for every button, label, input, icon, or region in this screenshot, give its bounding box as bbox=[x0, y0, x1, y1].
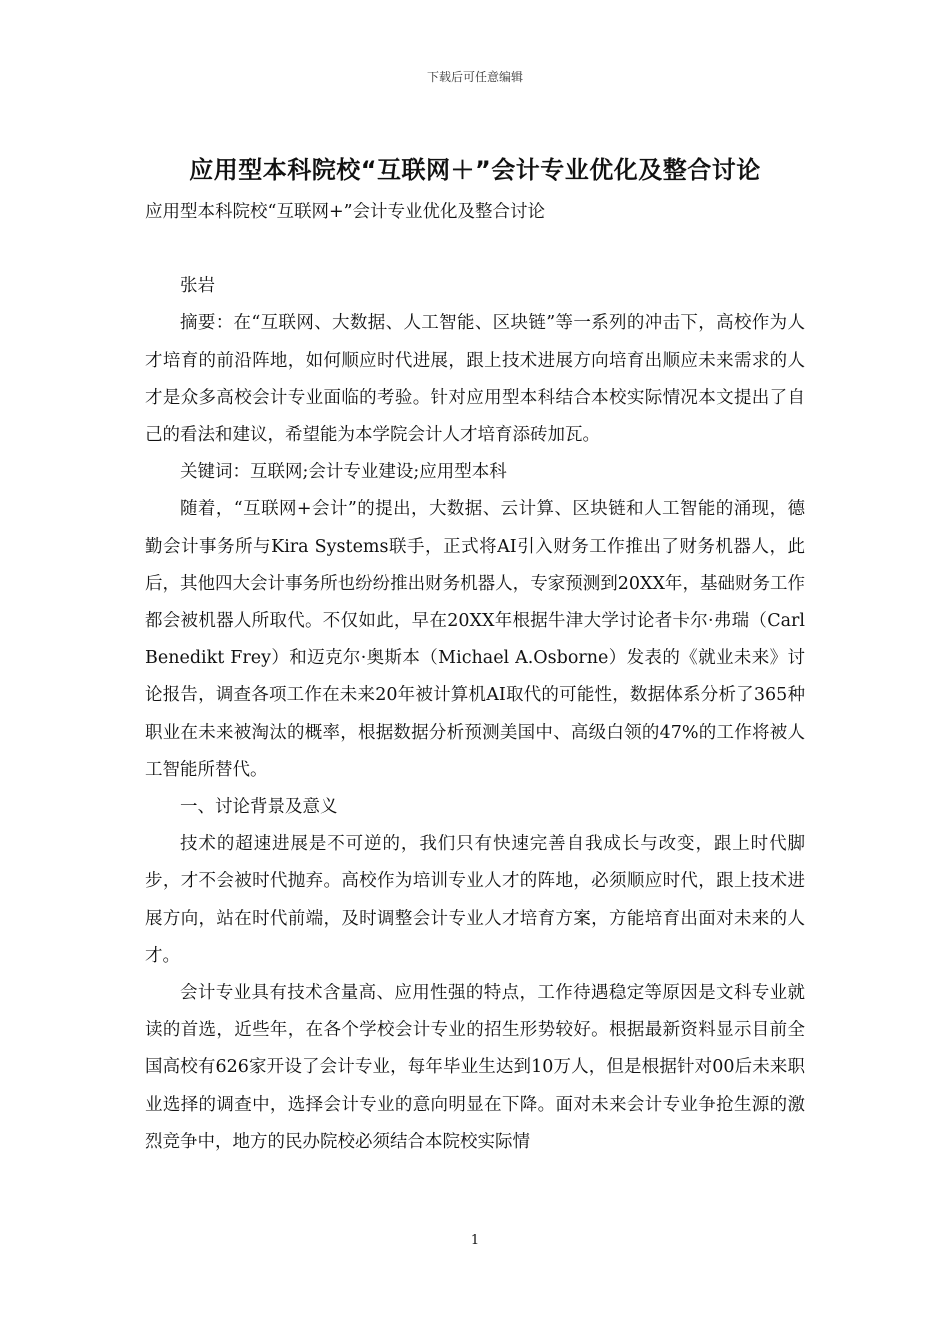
body-paragraph: 会计专业具有技术含量高、应用性强的特点，工作待遇稳定等原因是文科专业就读的首选，近些年，在各个学校会计专业的招生形势较好。根据最新资料显示目前全国高校有626家开设了会计专业，每年毕业生达到10万人，但是根据针对00后未来职业选择的调查中，选择会计专业的意向明显在下降。面对未来会计专业争抢生源的激烈竞争中，地方的民办院校必须结合本院校实际情 bbox=[145, 983, 805, 1152]
document-title: 应用型本科院校“互联网＋”会计专业优化及整合讨论 bbox=[189, 156, 761, 184]
abstract-paragraph: 摘要：在“互联网、大数据、人工智能、区块链”等一系列的冲击下，高校作为人才培育的前沿阵地，如何顺应时代进展，跟上技术进展方向培育出顺应未来需求的人才是众多高校会计专业面临的考验。针对应用型本科结合本校实际情况本文提出了自己的看法和建议，希望能为本学院会计人才培育添砖加瓦。 bbox=[145, 313, 805, 446]
intro-paragraph: 随着，“互联网+会计”的提出，大数据、云计算、区块链和人工智能的涌现，德勤会计事务所与Kira Systems联手，正式将AI引入财务工作推出了财务机器人，此后，其他四大会计事务所也纷纷推出财务机器人，专家预测到20XX年，基础财务工作都会被机器人所取代。不仅如此，早在20XX年根据牛津大学讨论者卡尔·弗瑞（Carl Benedikt Frey）和迈克尔·奥斯本（Michael A.Osborne）发表的《就业未来》讨论报告，调查各项工作在未来20年被计算机AI取代的可能性，数据体系分析了365种职业在未来被淘汰的概率，根据数据分析预测美国中、高级白领的47%的工作将被人工智能所替代。 bbox=[145, 499, 805, 780]
page-number: 1 bbox=[470, 1233, 480, 1248]
document-body bbox=[145, 194, 805, 1161]
page-header-note: 下载后可任意编辑 bbox=[426, 70, 523, 84]
keywords-paragraph: 关键词：互联网;会计专业建设;应用型本科 bbox=[180, 462, 507, 483]
document-subtitle: 应用型本科院校“互联网+”会计专业优化及整合讨论 bbox=[145, 202, 546, 222]
body-paragraph: 技术的超速进展是不可逆的，我们只有快速完善自我成长与改变，跟上时代脚步，才不会被时代抛弃。高校作为培训专业人才的阵地，必须顺应时代，跟上技术进展方向，站在时代前端，及时调整会计专业人才培育方案，方能培育出面对未来的人才。 bbox=[145, 834, 805, 966]
section-heading: 一、讨论背景及意义 bbox=[180, 797, 338, 818]
author-name: 张岩 bbox=[180, 276, 215, 297]
